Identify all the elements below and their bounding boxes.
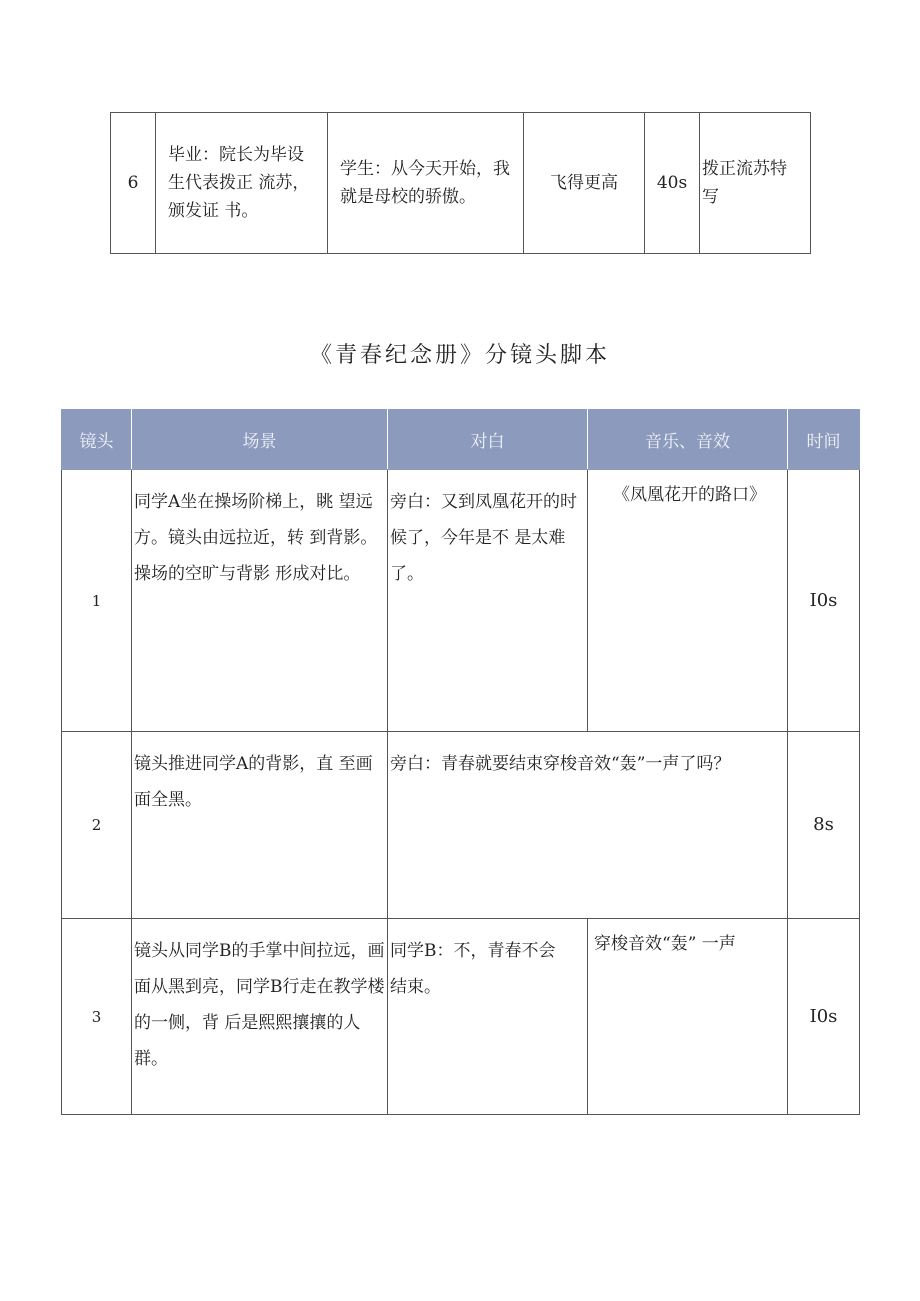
table-header-row bbox=[62, 410, 860, 470]
table-row bbox=[62, 919, 860, 1115]
header-music: 音乐、音效 bbox=[588, 410, 788, 470]
shot-number-cell: 2 bbox=[62, 732, 132, 919]
table-row bbox=[62, 732, 860, 919]
dialogue-music-text: 旁白：青春就要结束穿梭音效“轰”一声了吗？ bbox=[390, 754, 731, 774]
time-cell: 8s bbox=[788, 732, 860, 919]
shot-number-cell: 1 bbox=[62, 470, 132, 732]
scene-cell: 镜头推进同学A的背影，直 至画面全黑。 bbox=[132, 732, 388, 919]
dialogue-cell bbox=[388, 919, 588, 1115]
header-shot: 镜头 bbox=[62, 410, 132, 470]
time-cell: I0s bbox=[788, 470, 860, 732]
storyboard-table bbox=[61, 409, 860, 1115]
time-cell: I0s bbox=[788, 919, 860, 1115]
dialogue-cell: 旁白：又到凤凰花开的时候了，今年是不 是太难了。 bbox=[388, 470, 588, 732]
header-scene: 场景 bbox=[132, 410, 388, 470]
shot-type-cell: 拨正流苏特 写 bbox=[700, 113, 811, 254]
header-dialogue: 对白 bbox=[388, 410, 588, 470]
shot-number-cell: 3 bbox=[62, 919, 132, 1115]
time-cell: 40s bbox=[645, 113, 700, 254]
header-time: 时间 bbox=[788, 410, 860, 470]
scene-cell: 同学A坐在操场阶梯上，眺 望远方。镜头由远拉近，转 到背影。操场的空旷与背影 形成对比。 bbox=[132, 470, 388, 732]
dialogue-text: 同学B：不，青春不会结束。 bbox=[390, 941, 556, 997]
page-title: 《青春纪念册》分镜头脚本 bbox=[309, 343, 610, 368]
scene-cell: 毕业：院长为毕设生代表拨正 流苏，颁发证 书。 bbox=[156, 113, 328, 254]
music-cell: 《凤凰花开的路口》 bbox=[588, 470, 788, 732]
table-row bbox=[62, 470, 860, 732]
previous-script-table bbox=[110, 112, 811, 254]
table-row bbox=[111, 113, 811, 254]
music-cell: 飞得更高 bbox=[524, 113, 645, 254]
scene-cell: 镜头从同学B的手掌中间拉远，画面从黑到亮，同学B行走在教学楼的一侧，背 后是熙熙攘攘的人群。 bbox=[132, 919, 388, 1115]
dialogue-music-cell bbox=[388, 732, 788, 919]
music-cell: 穿梭音效“轰” 一声 bbox=[588, 919, 788, 1115]
shot-number-cell: 6 bbox=[111, 113, 156, 254]
dialogue-cell: 学生：从今天开始，我就是母校的骄傲。 bbox=[328, 113, 524, 254]
